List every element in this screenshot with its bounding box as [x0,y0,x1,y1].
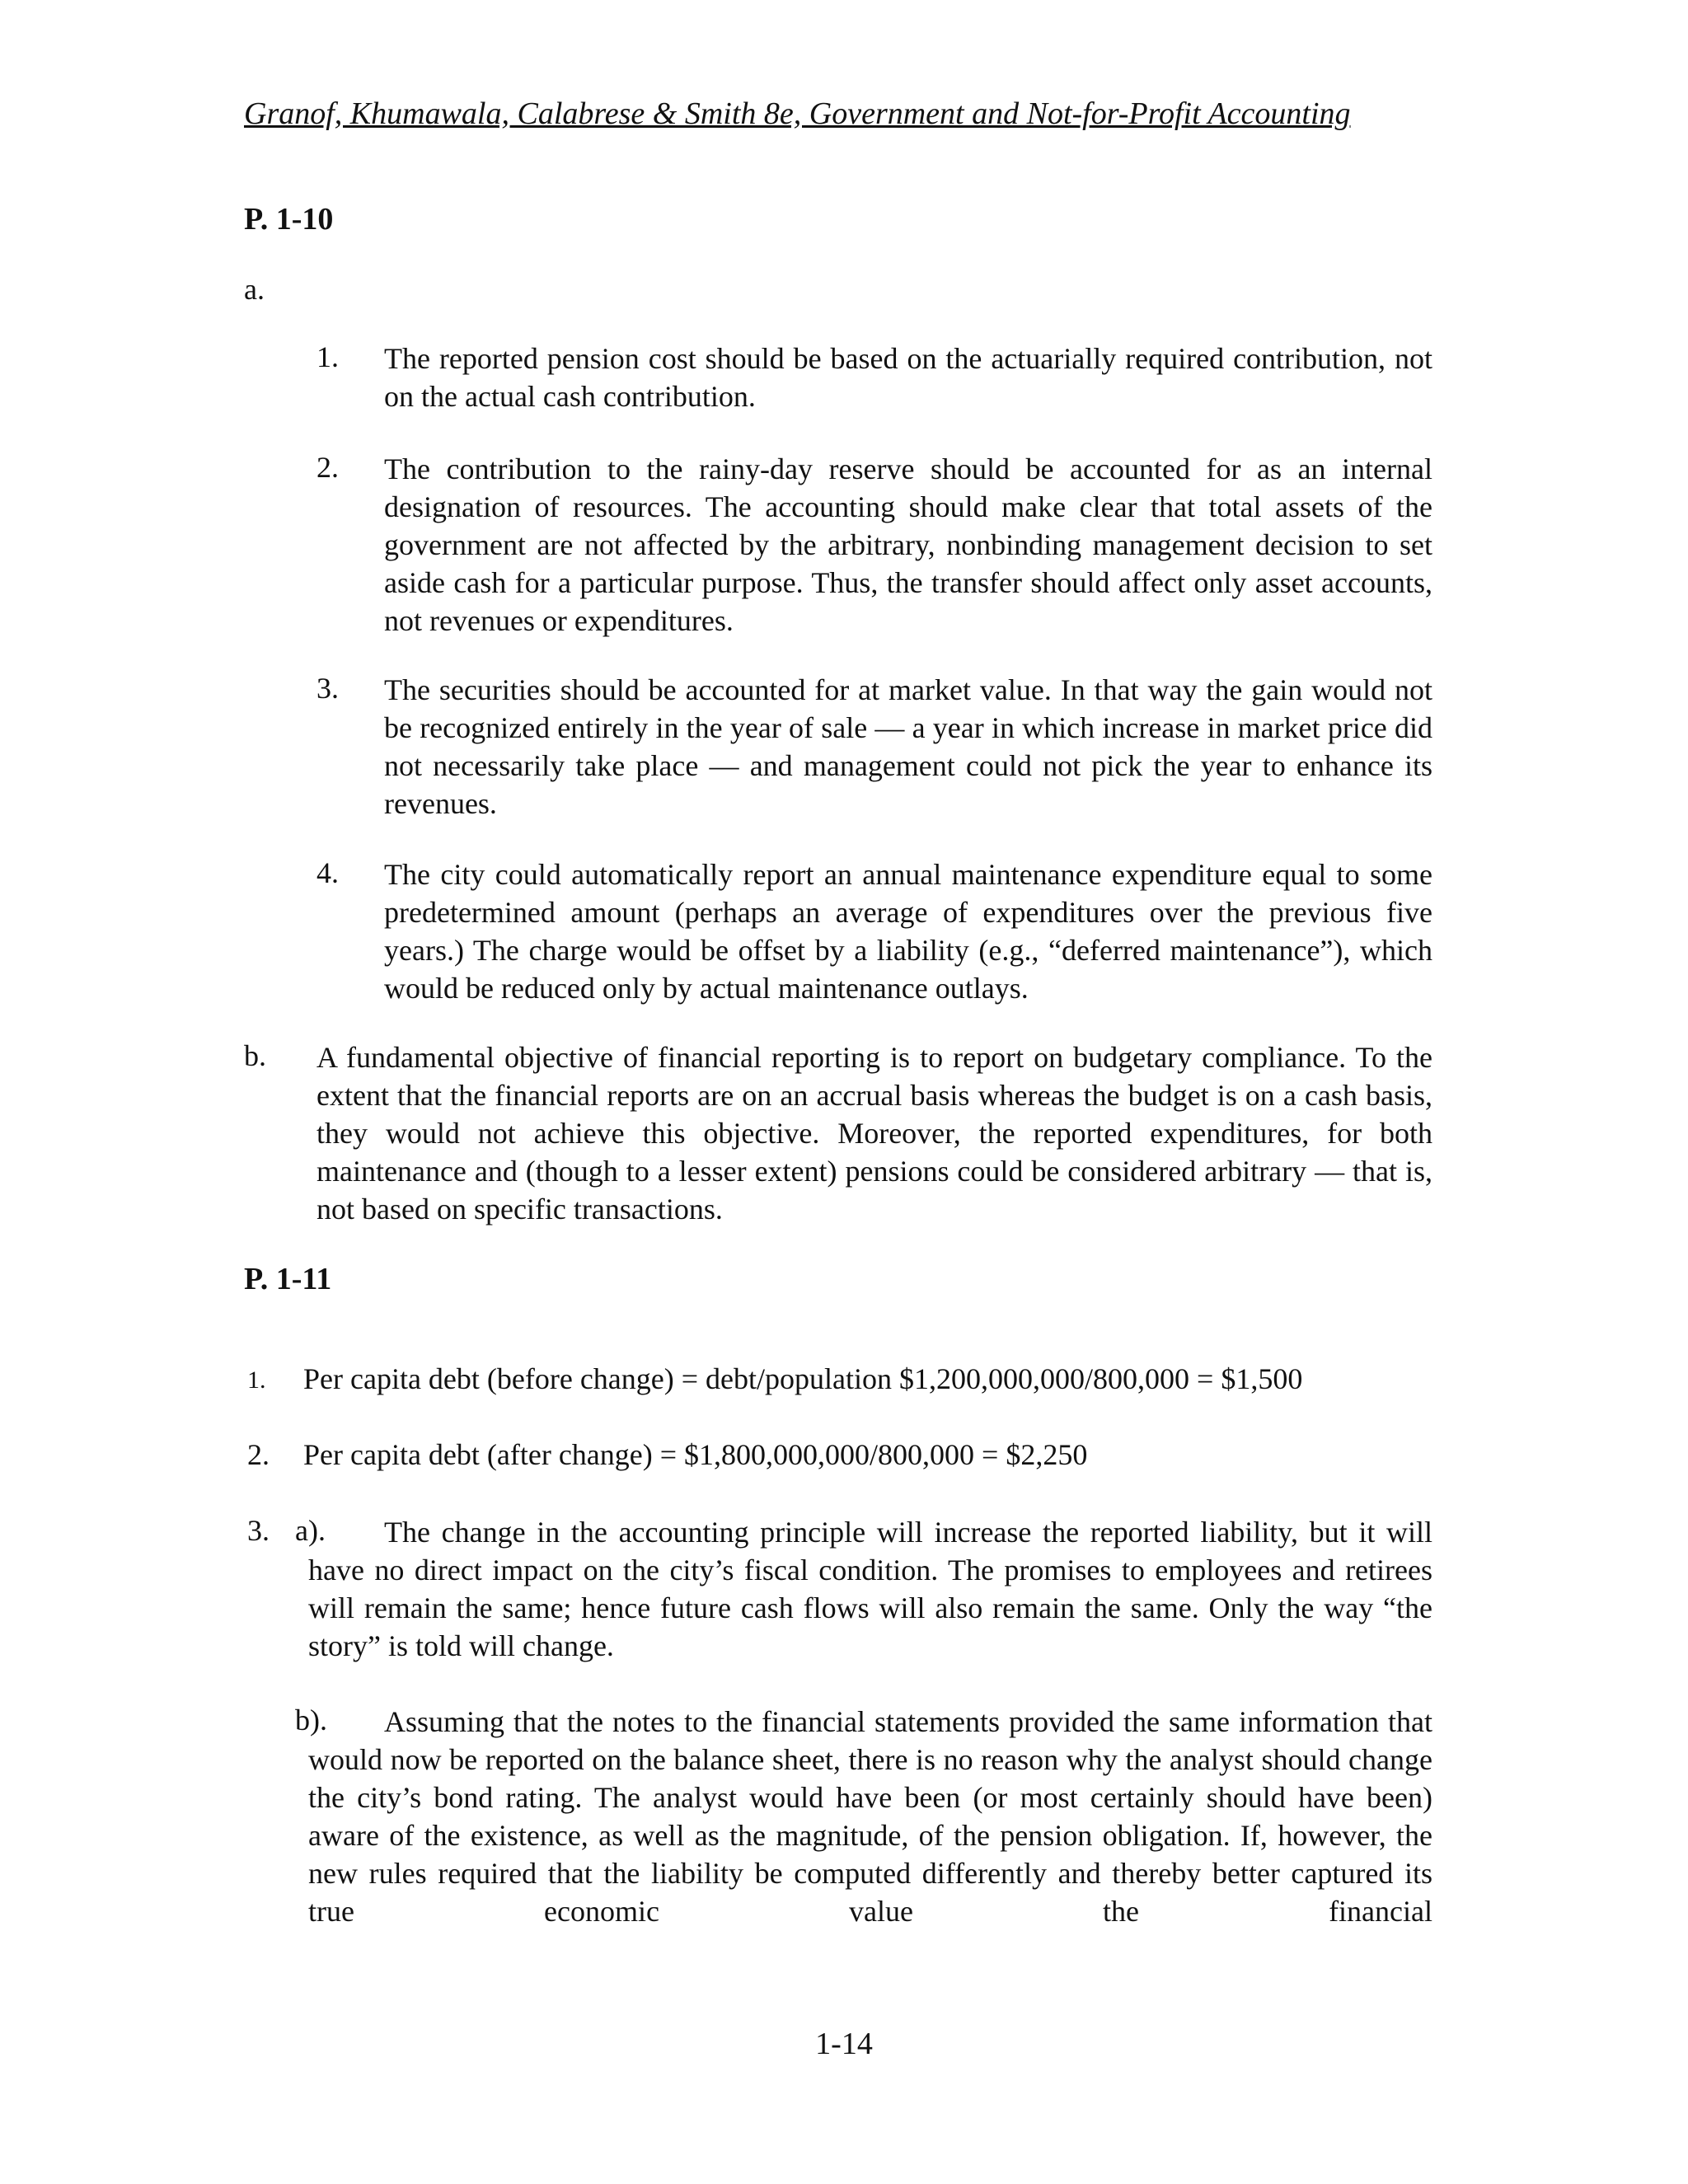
p111-item-2-text: Per capita debt (after change) = $1,800,000,000/800,000 = $2,250 [303,1438,1088,1471]
p111-item-3a-label: a). [295,1514,326,1547]
running-header: Granof, Khumawala, Calabrese & Smith 8e, Government and Not-for-Profit Accounting [244,96,1351,131]
problem-heading-1-10: P. 1-10 [244,202,334,237]
p111-item-3b-label: b). [295,1704,327,1736]
p111-item-3b-text: Assuming that the notes to the financial statements provided the same information that would now be reported on the balance sheet, there is no reason why the analyst should change the city’s bond rating. The analyst would have been (or most certainly should have been) aware of the existence, as well as the magnitude, of the pension obligation. If, however, the new rules required that the liability be computed differently and thereby better captured its true economic value the financial [308,1705,1432,1928]
part-a-label: a. [244,273,265,306]
problem-heading-1-11: P. 1-11 [244,1262,332,1296]
p111-item-1-number: 1. [247,1366,266,1394]
page-number: 1-14 [815,2027,873,2061]
item-4-number: 4. [316,856,339,889]
part-b-label: b. [244,1039,266,1072]
item-4-text: The city could automatically report an annual maintenance expenditure equal to some predetermined amount (perhaps an average of expenditures over the previous five years.) The charge would be offset by a liability (e.g., “deferred maintenance”), which would be reduced only by actual maintenance outlays. [384,858,1432,1005]
item-1-number: 1. [316,340,339,373]
p111-item-3-number: 3. [247,1514,270,1547]
item-1-text: The reported pension cost should be based on the actuarially required contribution, not on the actual cash contribution. [384,342,1432,413]
item-3-number: 3. [316,672,339,705]
item-2-text: The contribution to the rainy-day reserve should be accounted for as an internal designation of resources. The accounting should make clear that total assets of the government are not affected by the arbitrary, nonbinding management decision to set aside cash for a particular purpose. Thus, the transfer should affect only asset accounts, not revenues or expenditures. [384,452,1432,637]
item-3-text: The securities should be accounted for at market value. In that way the gain would not be recognized entirely in the year of sale — a year in which increase in market price did not necessarily take place — and management could not pick the year to enhance its revenues. [384,673,1432,820]
p111-item-1-text: Per capita debt (before change) = debt/population $1,200,000,000/800,000 = $1,500 [303,1362,1303,1395]
p111-item-2-number: 2. [247,1438,270,1471]
part-b-text: A fundamental objective of financial reporting is to report on budgetary compliance. To the extent that the financial reports are on an accrual basis whereas the budget is on a cash basis, they would not achieve this objective. Moreover, the reported expenditures, for both maintenance and (though to a lesser extent) pensions could be considered arbitrary — that is, not based on specific transactions. [316,1041,1432,1226]
p111-item-3a-text: The change in the accounting principle will increase the reported liability, but it will have no direct impact on the city’s fiscal condition. The promises to employees and retirees will remain the same; hence future cash flows will also remain the same. Only the way “the story” is told will change. [308,1516,1432,1662]
item-2-number: 2. [316,451,339,484]
